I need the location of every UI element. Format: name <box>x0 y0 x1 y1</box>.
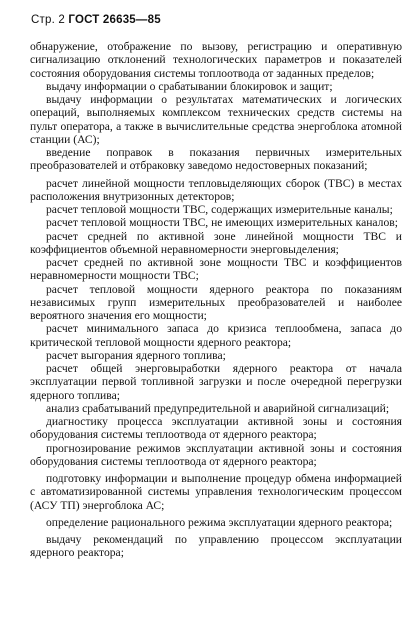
paragraph-17: подготовку информации и выполнение процедур обмена информацией с автоматизированной системы управления технологическим процессом (АСУ ТП) энергоблока АС; <box>30 472 402 512</box>
paragraph-1: обнаружение, отображение по вызову, регистрацию и оперативную сигнализацию отклонений технологических параметров и показателей состояния оборудования системы топлоотвода от заданных пределов; <box>30 40 402 80</box>
paragraph-7: расчет тепловой мощности ТВС, не имеющих измерительных каналов; <box>46 216 398 230</box>
paragraph-4: введение поправок в показания первичных измерительных преобразователей и отбраковку заведомо недостоверных показаний; <box>30 146 402 173</box>
page-header <box>31 14 161 26</box>
paragraph-9: расчет средней по активной зоне мощности ТВС и коэффициентов неравномерности мощности ТВС; <box>30 256 402 283</box>
paragraph-18: определение рационального режима эксплуатации ядерного реактора; <box>46 515 393 529</box>
standard-designation: ГОСТ 26635—85 <box>68 14 161 26</box>
paragraph-12: расчет выгорания ядерного топлива; <box>46 348 226 362</box>
paragraph-16: прогнозирование режимов эксплуатации активной зоны и состояния оборудования системы теплоотвода от ядерного реактора; <box>30 441 402 468</box>
paragraph-5: расчет линейной мощности тепловыделяющих сборок (ТВС) в местах расположения внутризонных детекторов; <box>30 176 402 203</box>
paragraph-6: расчет тепловой мощности ТВС, содержащих измерительные каналы; <box>46 203 393 216</box>
paragraph-19: выдачу рекомендаций по управлению процессом эксплуатации ядерного реактора; <box>30 533 402 560</box>
paragraph-3: выдачу информации о результатах математических и логических операций, выполняемых комплексом технических средств системы на пульт оператора, а также в вычислительные средства энергоблока атомной станции (АС); <box>30 93 402 146</box>
paragraph-10: расчет тепловой мощности ядерного реактора по показаниям независимых групп измерительных преобразователей и наиболее вероятного значения его мощности; <box>30 282 402 322</box>
paragraph-13: расчет общей энерговыработки ядерного реактора от начала эксплуатации первой топливной загрузки и после очередной перегрузки ядерного топлива; <box>30 362 402 402</box>
page-number: Стр. 2 <box>31 14 65 26</box>
paragraph-11: расчет минимального запаса до кризиса теплообмена, запаса до критической тепловой мощности ядерного реактора; <box>30 322 402 349</box>
paragraph-8: расчет средней по активной зоне линейной мощности ТВС и коэффициентов объемной неравномерности энерговыделения; <box>30 229 402 256</box>
paragraph-15: диагностику процесса эксплуатации активной зоны и состояния оборудования системы теплоотвода от ядерного реактора; <box>30 415 402 442</box>
paragraph-14: анализ срабатываний предупредительной и аварийной сигнализаций; <box>46 401 390 415</box>
document-body <box>30 40 402 560</box>
paragraph-2: выдачу информации о срабатывании блокировок и защит; <box>46 79 333 93</box>
